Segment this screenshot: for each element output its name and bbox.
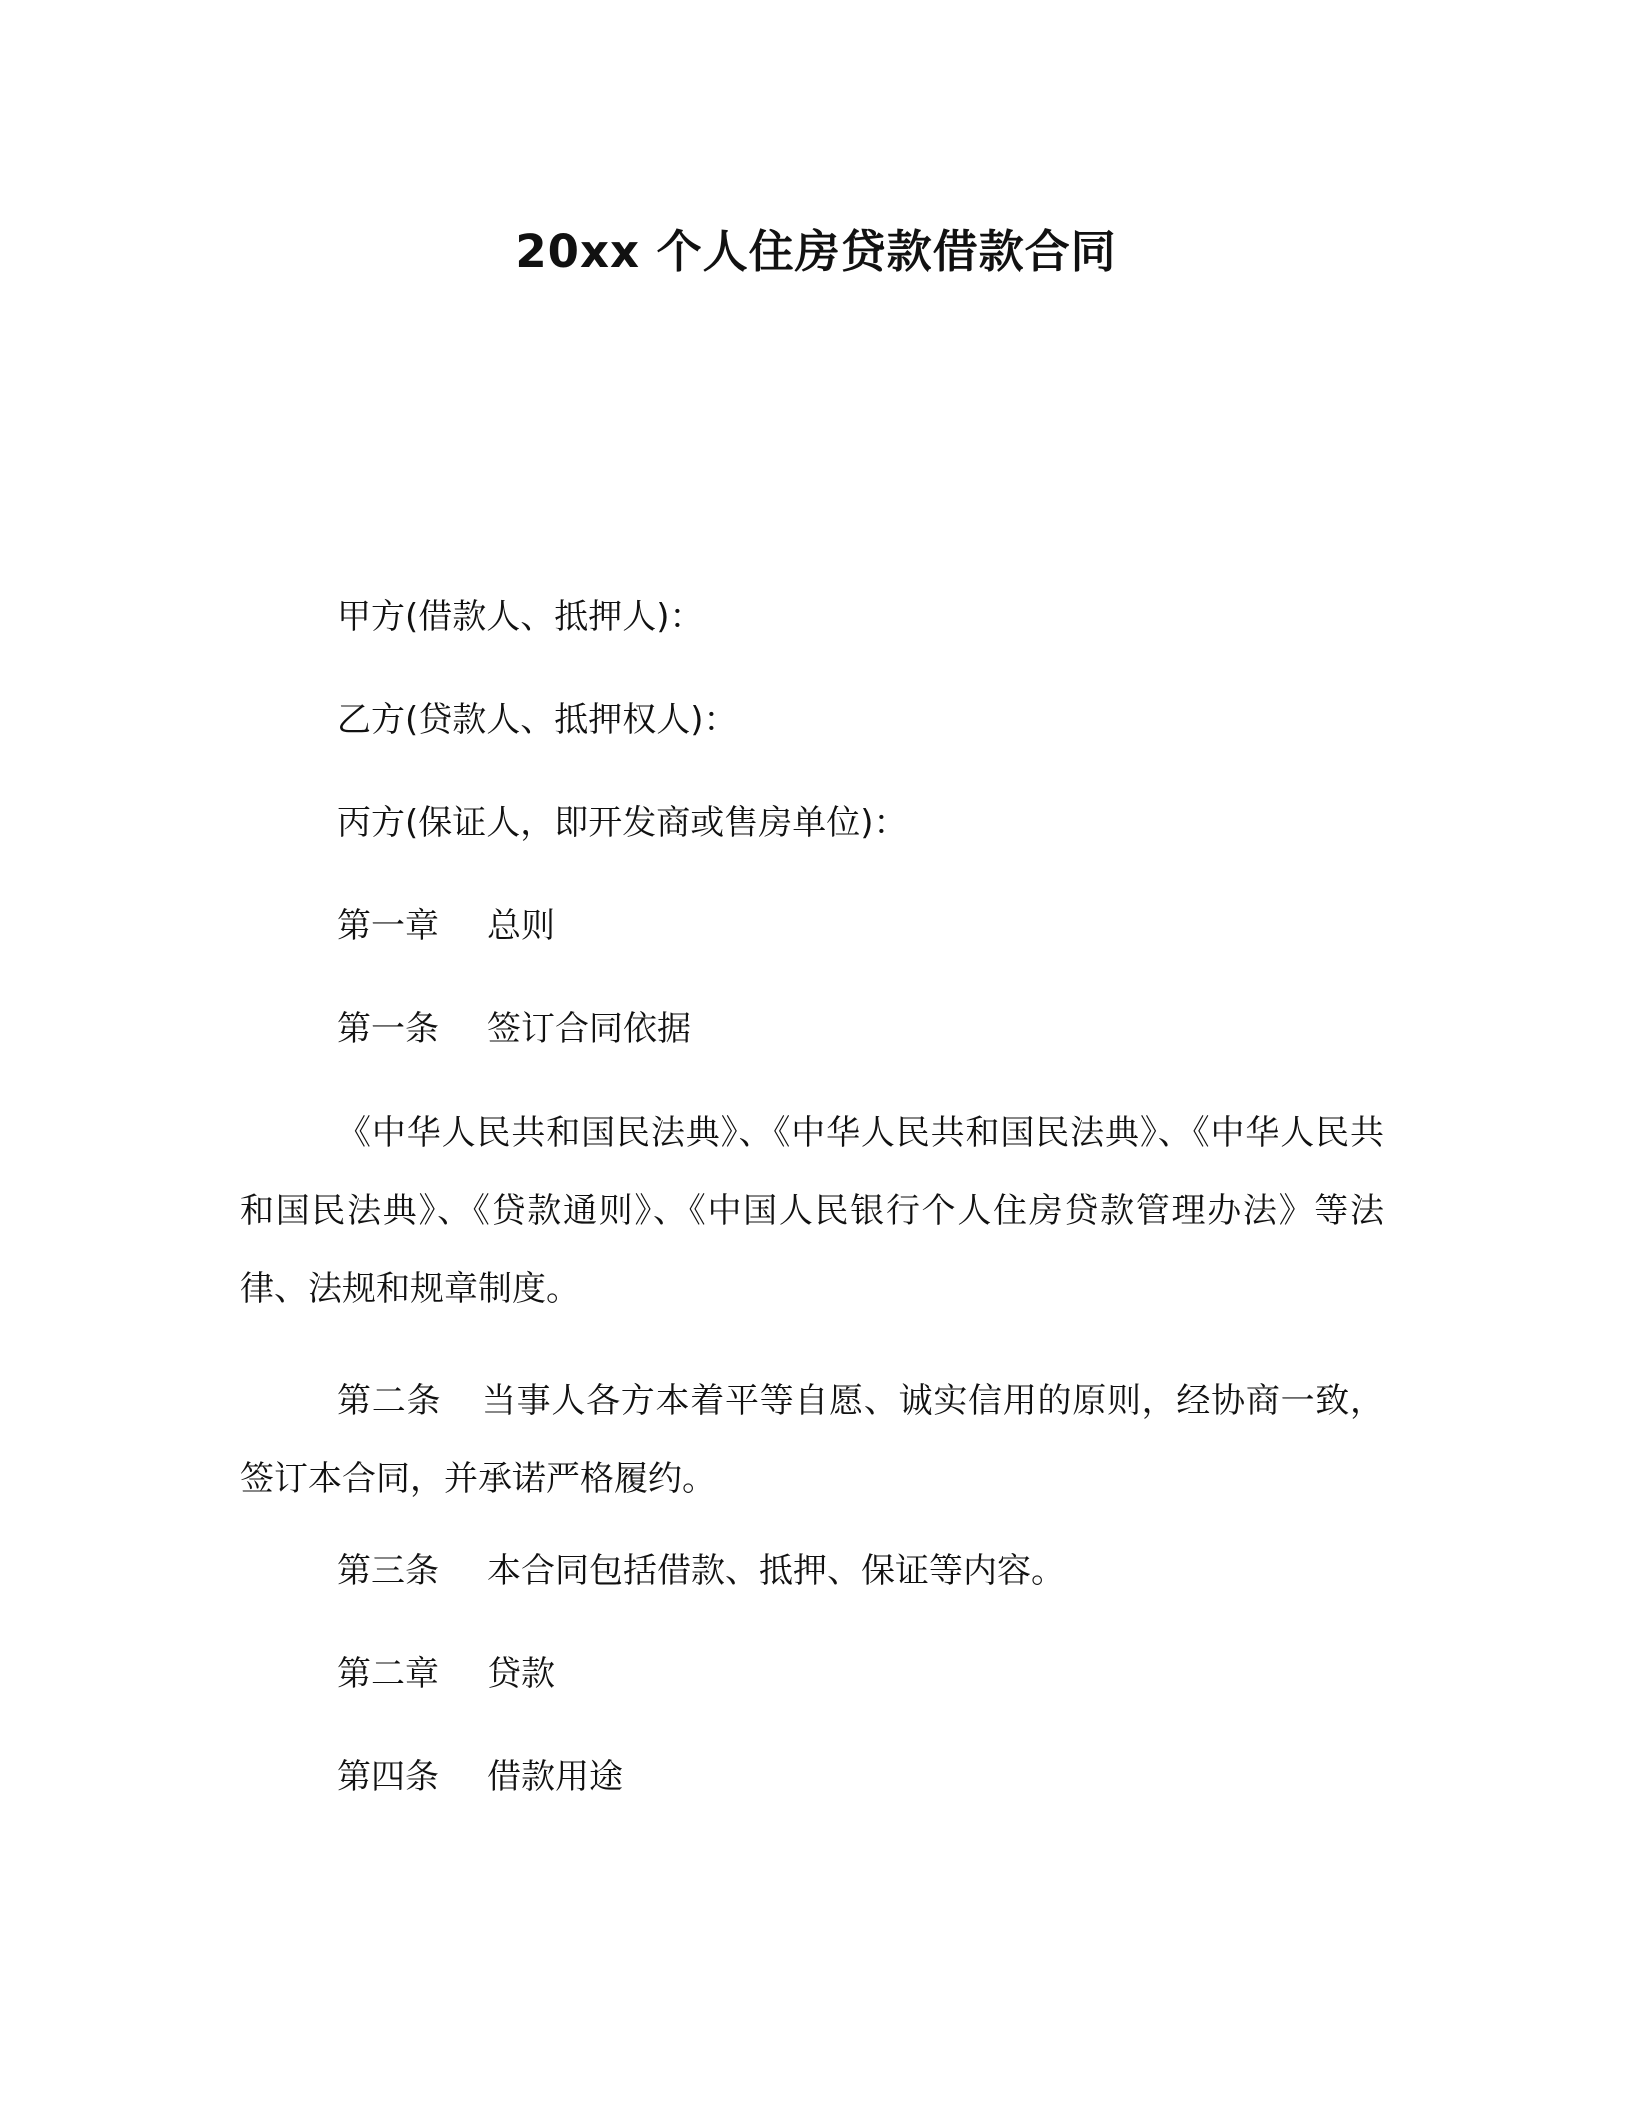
chapter-1-heading [337, 901, 555, 951]
party-b-line: 乙方(贷款人、抵押权人)： [337, 700, 738, 740]
article-2-label: 第二条 [337, 1381, 442, 1421]
article-4-heading [337, 1752, 623, 1802]
article-4-label: 第四条 [337, 1757, 439, 1797]
party-c-line: 丙方(保证人，即开发商或售房单位)： [337, 803, 908, 843]
chapter-2-heading [337, 1649, 555, 1699]
document-title: 20xx 个人住房贷款借款合同 [515, 225, 1117, 278]
article-1-heading [337, 1004, 691, 1054]
chapter-1-title: 总则 [487, 906, 555, 946]
chapter-2-label: 第二章 [337, 1654, 439, 1694]
article-2-text: 当事人各方本着平等自愿、诚实信用的原则，经协商一致，签订本合同，并承诺严格履约。 [240, 1381, 1385, 1499]
chapter-1-label: 第一章 [337, 906, 439, 946]
article-3-line [337, 1546, 1065, 1596]
article-1-title: 签订合同依据 [487, 1009, 691, 1049]
chapter-2-title: 贷款 [487, 1654, 555, 1694]
article-2-paragraph [240, 1362, 1384, 1518]
article-1-label: 第一条 [337, 1009, 439, 1049]
party-a-line: 甲方(借款人、抵押人)： [337, 597, 704, 637]
article-4-title: 借款用途 [487, 1757, 623, 1797]
article-3-text: 本合同包括借款、抵押、保证等内容。 [487, 1551, 1065, 1591]
article-1-body: 《中华人民共和国民法典》、《中华人民共和国民法典》、《中华人民共和国民法典》、《贷款通则》、《中国人民银行个人住房贷款管理办法》等法律、法规和规章制度。 [240, 1113, 1384, 1309]
article-3-label: 第三条 [337, 1551, 439, 1591]
